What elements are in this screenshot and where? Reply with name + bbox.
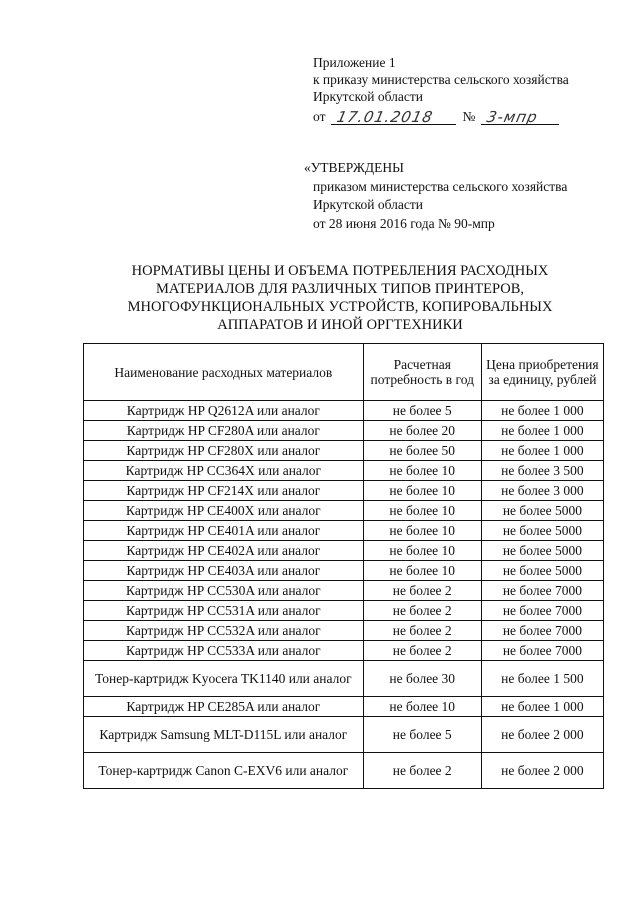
handwritten-date: 17.01.2018 — [335, 108, 436, 126]
cell-name: Картридж HP CF280A или аналог — [84, 421, 364, 441]
number-blank — [481, 108, 559, 125]
document-title — [100, 262, 580, 334]
header-name: Наименование расходных материалов — [84, 344, 364, 401]
cell-price: не более 1 500 — [481, 661, 603, 697]
cell-quantity: не более 10 — [363, 697, 481, 717]
cell-price: не более 1 000 — [481, 441, 603, 461]
cell-name: Картридж HP CE401A или аналог — [84, 521, 364, 541]
cell-price: не более 1 000 — [481, 421, 603, 441]
approved-line-3: Иркутской области — [313, 197, 424, 212]
table-row — [84, 441, 604, 461]
cell-price: не более 7000 — [481, 601, 603, 621]
table-row — [84, 717, 604, 753]
cell-name: Картридж HP Q2612A или аналог — [84, 401, 364, 421]
cell-quantity: не более 2 — [363, 641, 481, 661]
table-row — [84, 541, 604, 561]
cell-name: Картридж HP CE285A или аналог — [84, 697, 364, 717]
cell-price: не более 5000 — [481, 561, 603, 581]
approved-block — [304, 159, 567, 233]
cell-quantity: не более 50 — [363, 441, 481, 461]
cell-quantity: не более 10 — [363, 521, 481, 541]
cell-price: не более 3 000 — [481, 481, 603, 501]
cell-name: Тонер-картридж Canon C-EXV6 или аналог — [84, 753, 364, 789]
table-row — [84, 641, 604, 661]
table-header-row — [84, 344, 604, 401]
appendix-line-2: Иркутской области — [313, 89, 424, 104]
header-quantity: Расчетная потребность в год — [363, 344, 481, 401]
cell-price: не более 2 000 — [481, 753, 603, 789]
cell-name: Картридж HP CF280X или аналог — [84, 441, 364, 461]
cell-name: Картридж HP CC531A или аналог — [84, 601, 364, 621]
cell-price: не более 3 500 — [481, 461, 603, 481]
cell-name: Картридж HP CE402A или аналог — [84, 541, 364, 561]
title-line-3: МНОГОФУНКЦИОНАЛЬНЫХ УСТРОЙСТВ, КОПИРОВАЛЬНЫХ — [127, 299, 553, 315]
cell-price: не более 5000 — [481, 501, 603, 521]
table-row — [84, 461, 604, 481]
cell-name: Картридж HP CE403A или аналог — [84, 561, 364, 581]
table-row — [84, 501, 604, 521]
title-line-2: МАТЕРИАЛОВ ДЛЯ РАЗЛИЧНЫХ ТИПОВ ПРИНТЕРОВ, — [155, 281, 525, 297]
table-row — [84, 601, 604, 621]
cell-quantity: не более 2 — [363, 621, 481, 641]
cell-price: не более 1 000 — [481, 401, 603, 421]
cell-quantity: не более 10 — [363, 561, 481, 581]
cell-quantity: не более 2 — [363, 753, 481, 789]
title-line-4: АППАРАТОВ И ИНОЙ ОРГТЕХНИКИ — [217, 317, 463, 333]
cell-price: не более 7000 — [481, 621, 603, 641]
table-row — [84, 697, 604, 717]
cell-name: Картридж HP CF214X или аналог — [84, 481, 364, 501]
cell-quantity: не более 5 — [363, 717, 481, 753]
cell-name: Картридж HP CC532A или аналог — [84, 621, 364, 641]
cell-price: не более 7000 — [481, 581, 603, 601]
table-row — [84, 401, 604, 421]
table-row — [84, 581, 604, 601]
table-row — [84, 661, 604, 697]
table-row — [84, 521, 604, 541]
appendix-line-1: к приказу министерства сельского хозяйства — [313, 72, 569, 87]
norms-table — [83, 343, 604, 789]
cell-quantity: не более 10 — [363, 481, 481, 501]
cell-quantity: не более 2 — [363, 581, 481, 601]
cell-price: не более 5000 — [481, 541, 603, 561]
cell-name: Тонер-картридж Kyocera TK1140 или аналог — [84, 661, 364, 697]
table-body — [84, 401, 604, 789]
cell-quantity: не более 5 — [363, 401, 481, 421]
appendix-signature-line — [313, 105, 569, 125]
cell-price: не более 7000 — [481, 641, 603, 661]
handwritten-number: 3-мпр — [485, 108, 541, 126]
title-line-1: НОРМАТИВЫ ЦЕНЫ И ОБЪЕМА ПОТРЕБЛЕНИЯ РАСХОДНЫХ — [131, 263, 549, 279]
date-blank — [331, 108, 456, 125]
cell-quantity: не более 10 — [363, 541, 481, 561]
table-row — [84, 421, 604, 441]
appendix-title: Приложение 1 — [313, 55, 396, 70]
table-row — [84, 561, 604, 581]
cell-name: Картридж HP CC533A или аналог — [84, 641, 364, 661]
cell-price: не более 1 000 — [481, 697, 603, 717]
cell-quantity: не более 10 — [363, 501, 481, 521]
appendix-block — [313, 54, 569, 125]
approved-line-4: от 28 июня 2016 года № 90-мпр — [313, 215, 495, 231]
approved-line-1: «УТВЕРЖДЕНЫ — [304, 160, 404, 175]
cell-name: Картридж Samsung MLT-D115L или аналог — [84, 717, 364, 753]
header-price: Цена приобретения за единицу, рублей — [481, 344, 603, 401]
cell-price: не более 5000 — [481, 521, 603, 541]
cell-name: Картридж HP CE400X или аналог — [84, 501, 364, 521]
table-row — [84, 481, 604, 501]
table-row — [84, 753, 604, 789]
cell-price: не более 2 000 — [481, 717, 603, 753]
table-row — [84, 621, 604, 641]
cell-quantity: не более 20 — [363, 421, 481, 441]
approved-line-2: приказом министерства сельского хозяйства — [313, 178, 568, 194]
from-label: от — [313, 109, 326, 124]
cell-name: Картридж HP CC364X или аналог — [84, 461, 364, 481]
cell-quantity: не более 30 — [363, 661, 481, 697]
cell-quantity: не более 10 — [363, 461, 481, 481]
cell-name: Картридж HP CC530A или аналог — [84, 581, 364, 601]
cell-quantity: не более 2 — [363, 601, 481, 621]
number-label: № — [462, 109, 476, 124]
